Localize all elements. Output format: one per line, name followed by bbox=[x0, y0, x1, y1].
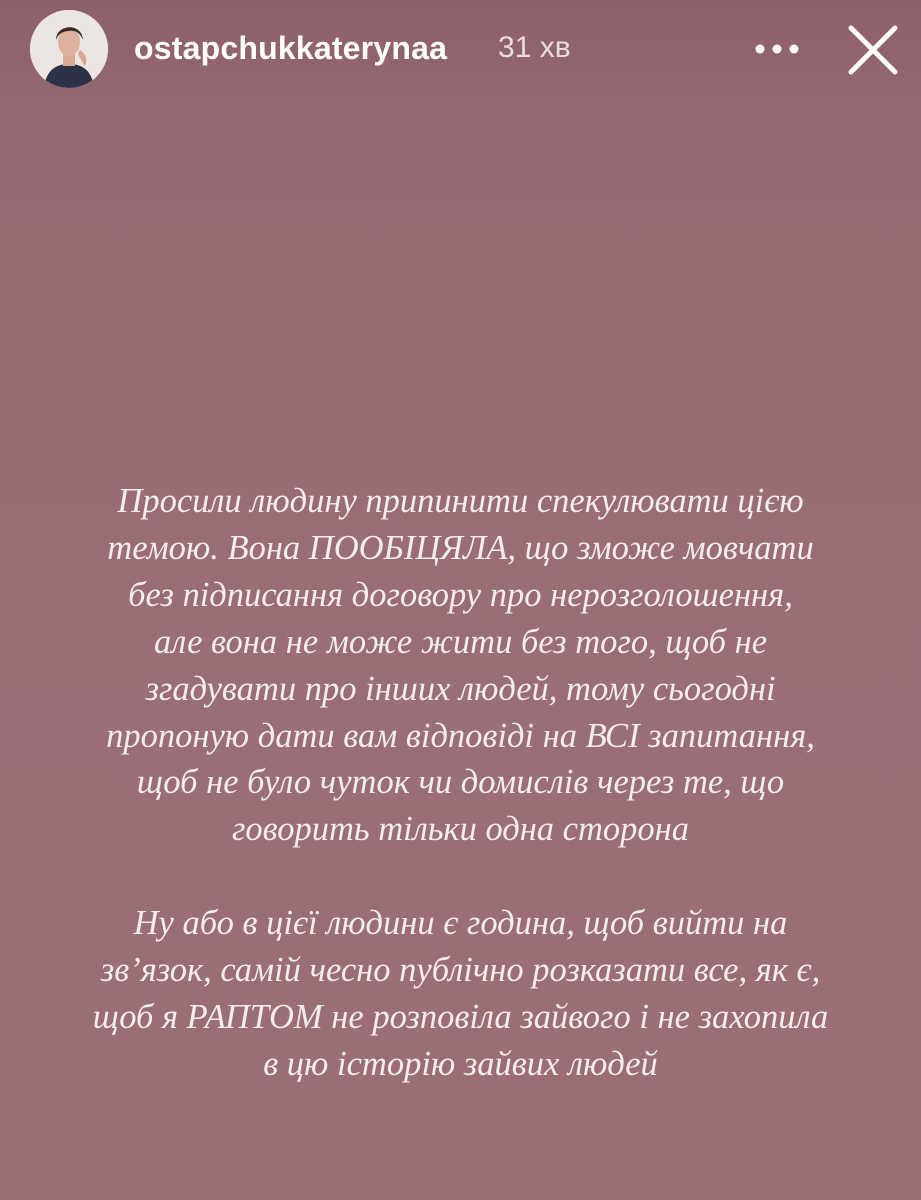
username[interactable]: ostapchukkaterynaa bbox=[134, 30, 448, 66]
story-line: Просили людину припинити спекулювати цією bbox=[117, 482, 804, 520]
story-line: щоб не було чуток чи домислів через те, що bbox=[136, 763, 785, 802]
story-line: пропоную дати вам відповіді на ВСІ запитання, bbox=[106, 716, 815, 755]
story-paragraph-2 bbox=[40, 900, 881, 1088]
story-text bbox=[40, 478, 881, 1088]
story-line: говорить тільки одна сторона bbox=[231, 810, 690, 849]
close-button[interactable] bbox=[843, 20, 903, 80]
close-icon bbox=[843, 20, 903, 80]
story-line: без підписання договору про нерозголошення, bbox=[128, 575, 793, 614]
story-header bbox=[0, 0, 921, 100]
story-line: згадувати про інших людей, тому сьогодні bbox=[145, 669, 776, 708]
story-line: Ну або в цієї людини є година, щоб вийти на bbox=[133, 904, 788, 943]
story-paragraph-1 bbox=[40, 478, 881, 853]
paragraph-spacer bbox=[40, 853, 881, 900]
story-line: щоб я РАПТОМ не розповіла зайвого і не захопила bbox=[92, 998, 829, 1037]
avatar[interactable] bbox=[30, 10, 108, 88]
story-line: але вона не може жити без того, щоб не bbox=[153, 622, 768, 661]
more-options-button[interactable] bbox=[748, 24, 808, 74]
story-line: в цю історію зайвих людей bbox=[263, 1044, 658, 1083]
more-horizontal-icon bbox=[748, 24, 808, 74]
story-line: темою. Вона ПООБІЦЯЛА, що зможе мовчати bbox=[107, 528, 814, 567]
story-line: зв’язок, самій чесно публічно розказати все, як є, bbox=[100, 951, 821, 990]
timestamp: 31 хв bbox=[498, 31, 571, 64]
